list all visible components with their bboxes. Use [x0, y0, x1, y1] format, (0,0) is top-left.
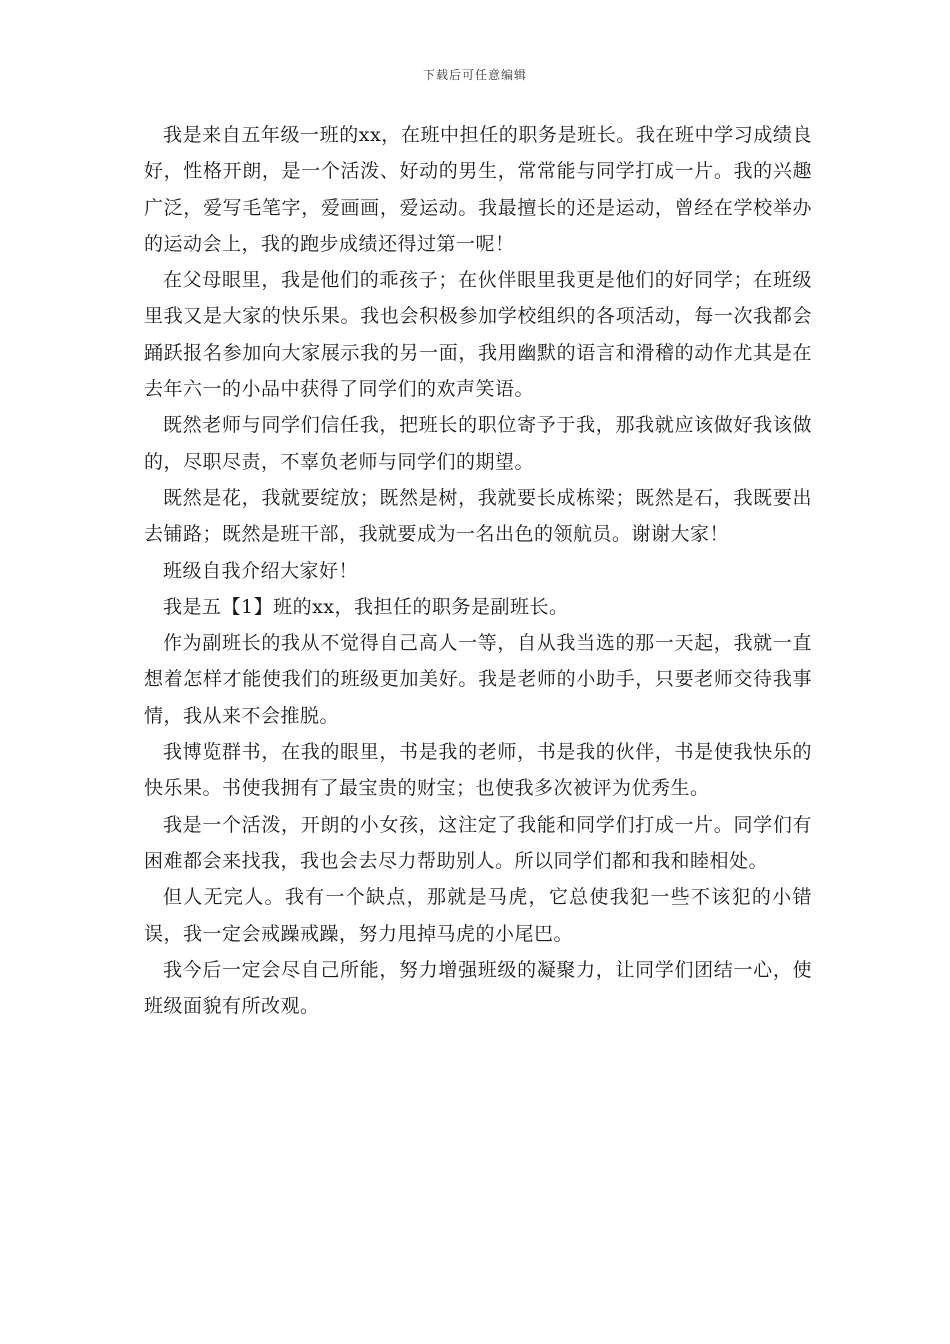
paragraph: 在父母眼里，我是他们的乖孩子；在伙伴眼里我更是他们的好同学；在班级里我又是大家的快乐果。我也会积极参加学校组织的各项活动，每一次我都会踊跃报名参加向大家展示我的另一面，我用幽默的语言和滑稽的动作尤其是在去年六一的小品中获得了同学们的欢声笑语。 [144, 269, 812, 401]
paragraph: 作为副班长的我从不觉得自己高人一等，自从我当选的那一天起，我就一直想着怎样才能使我们的班级更加美好。我是老师的小助手，只要老师交待我事情，我从来不会推脱。 [144, 632, 812, 727]
paragraph: 但人无完人。我有一个缺点，那就是马虎，它总使我犯一些不该犯的小错误，我一定会戒躁戒躁，努力甩掉马虎的小尾巴。 [144, 886, 812, 945]
paragraph: 我博览群书，在我的眼里，书是我的老师，书是我的伙伴，书是使我快乐的快乐果。书使我拥有了最宝贵的财宝；也使我多次被评为优秀生。 [144, 741, 812, 800]
paragraph: 我是来自五年级一班的xx，在班中担任的职务是班长。我在班中学习成绩良好，性格开朗，是一个活泼、好动的男生，常常能与同学打成一片。我的兴趣广泛，爱写毛笔字，爱画画，爱运动。我最擅长的还是运动，曾经在学校举办的运动会上，我的跑步成绩还得过第一呢！ [144, 124, 812, 255]
paragraph: 既然是花，我就要绽放；既然是树，我就要长成栋梁；既然是石，我既要出去铺路；既然是班干部，我就要成为一名出色的领航员。谢谢大家！ [144, 486, 812, 546]
paragraph: 我是一个活泼，开朗的小女孩，这注定了我能和同学们打成一片。同学们有困难都会来找我，我也会去尽力帮助别人。所以同学们都和我和睦相处。 [144, 813, 812, 872]
paragraph: 我是五【1】班的xx，我担任的职务是副班长。 [163, 595, 569, 618]
document-body [144, 117, 812, 1024]
paragraph: 班级自我介绍大家好！ [163, 559, 359, 582]
paragraph: 我今后一定会尽自己所能，努力增强班级的凝聚力，让同学们团结一心，使班级面貌有所改观。 [144, 958, 812, 1018]
page-header: 下载后可任意编辑 [422, 68, 527, 82]
paragraph: 既然老师与同学们信任我，把班长的职位寄予于我，那我就应该做好我该做的，尽职尽责，不辜负老师与同学们的期望。 [144, 414, 812, 473]
